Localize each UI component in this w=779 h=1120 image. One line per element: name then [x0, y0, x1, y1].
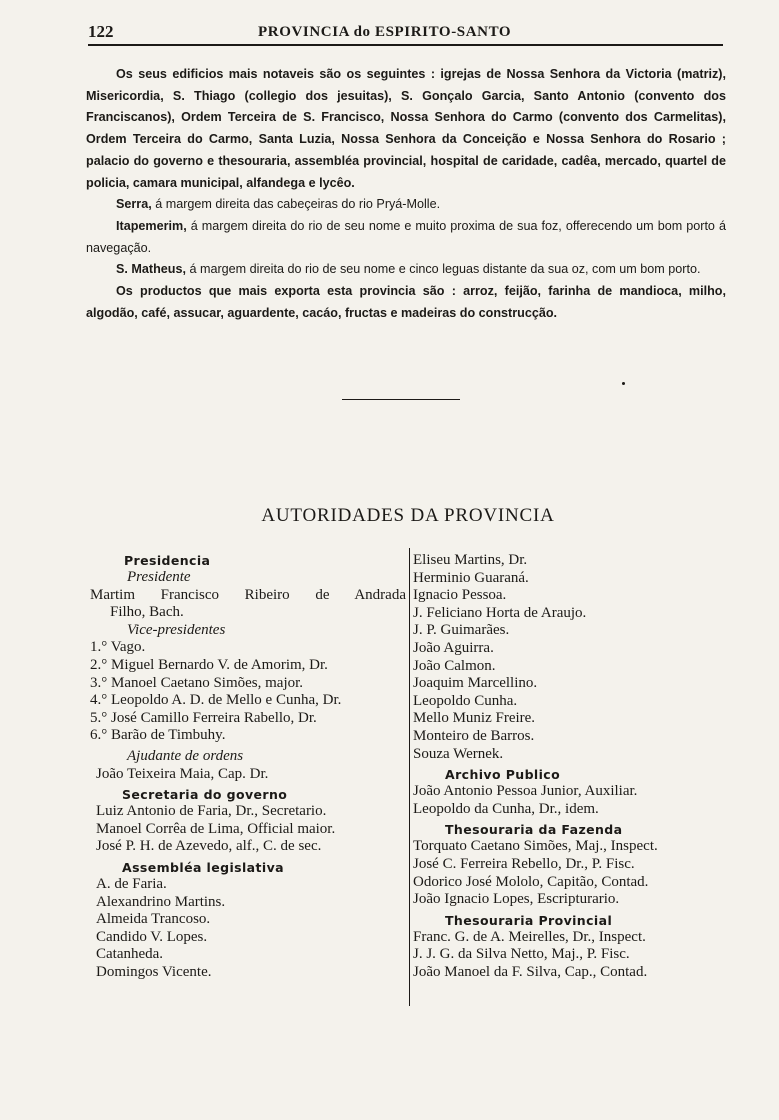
list-item: Leopoldo Cunha.: [413, 692, 518, 709]
right-column: [413, 552, 730, 981]
page-number: 122: [88, 22, 114, 41]
paragraph-serra: Serra, á margem direita das cabeçeiras do rio Pryá-Molle.: [116, 197, 441, 212]
list-item: J. J. G. da Silva Netto, Maj., P. Fisc.: [413, 946, 630, 963]
left-column: [90, 552, 406, 981]
list-item: Candido V. Lopes.: [96, 928, 208, 945]
list-item: Manoel Corrêa de Lima, Official maior.: [96, 820, 336, 837]
list-item: João Manoel da F. Silva, Cap., Contad.: [413, 963, 648, 980]
list-item: Torquato Caetano Simões, Maj., Inspect.: [413, 838, 658, 855]
heading-presidencia: Presidencia: [124, 553, 211, 568]
list-item: João Calmon.: [413, 657, 496, 674]
list-item: José C. Ferreira Rebello, Dr., P. Fisc.: [413, 855, 635, 872]
list-item: Catanheda.: [96, 946, 164, 963]
list-item: Herminio Guaraná.: [413, 569, 529, 586]
ink-dot: [622, 382, 625, 385]
intro-text: [86, 64, 726, 324]
heading-archivo: Archivo Publico: [445, 767, 561, 783]
list-item: Luiz Antonio de Faria, Dr., Secretario.: [96, 803, 327, 820]
list-item: Odorico José Mololo, Capitão, Contad.: [413, 873, 649, 890]
list-item: Mello Muniz Freire.: [413, 710, 536, 727]
list-item: Domingos Vicente.: [96, 963, 212, 980]
list-item: A. de Faria.: [96, 875, 167, 892]
list-item: 3.° Manoel Caetano Simões, major.: [90, 674, 304, 691]
list-item: Joaquim Marcellino.: [413, 675, 538, 692]
list-item: João Aguirra.: [413, 639, 494, 656]
section-title: AUTORIDADES DA PROVINCIA: [261, 505, 555, 526]
page-header: [88, 22, 723, 46]
heading-thesouraria-fazenda: Thesouraria da Fazenda: [445, 822, 623, 838]
list-item: João Antonio Pessoa Junior, Auxiliar.: [413, 783, 638, 800]
paragraph-productos: Os productos que mais exporta esta provincia são : arroz, feijão, farinha de mandioca, milho, algodão, café, assucar, aguardente, cacáo, fructas e madeiras do construcção.: [86, 284, 726, 320]
list-item: João Ignacio Lopes, Escripturario.: [413, 891, 620, 908]
list-item: Eliseu Martins, Dr.: [413, 552, 528, 568]
list-item: Ignacio Pessoa.: [413, 587, 507, 604]
heading-thesouraria-provincial: Thesouraria Provincial: [445, 912, 613, 928]
list-item: Souza Wernek.: [413, 745, 504, 762]
list-item: 1.° Vago.: [90, 639, 146, 656]
list-item: 6.° Barão de Timbuhy.: [90, 727, 226, 744]
list-item: 5.° José Camillo Ferreira Rabello, Dr.: [90, 709, 317, 726]
list-item: Franc. G. de A. Meirelles, Dr., Inspect.: [413, 928, 646, 945]
list-item: João Teixeira Maia, Cap. Dr.: [96, 765, 269, 782]
paragraph-sao-matheus: S. Matheus, á margem direita do rio de seu nome e cinco leguas distante da sua oz, com um bom porto.: [116, 262, 701, 277]
list-item: J. P. Guimarães.: [413, 622, 510, 639]
list-item: Alexandrino Martins.: [96, 893, 226, 910]
list-item: J. Feliciano Horta de Araujo.: [413, 604, 587, 621]
paragraph-edificios: Os seus edificios mais notaveis são os seguintes : igrejas de Nossa Senhora da Victoria (matriz), Misericordia, S. Thiago (collegio dos jesuitas), S. Gonçalo Garcia, Santo Antonio (convento dos Franciscanos), Ordem Terceira de S. Francisco, Nossa Senhora do Carmo (convento dos Carmelitas), Ordem Terceira do Carmo, Santa Luzia, Nossa Senhora da Conceição e Nossa Senhora do Rosario ; palacio do governo e thesouraria, assembléa provincial, hospital de caridade, cadêa, mercado, quartel de policia, camara municipal, alfandega e lycêo.: [86, 67, 726, 190]
column-divider: [409, 548, 410, 1006]
presidente-line-2: Filho, Bach.: [110, 604, 184, 621]
sub-vice-presidentes: Vice-presidentes: [127, 621, 226, 638]
list-item: José P. H. de Azevedo, alf., C. de sec.: [96, 838, 322, 855]
list-item: 2.° Miguel Bernardo V. de Amorim, Dr.: [90, 656, 328, 673]
paragraph-itapemerim: Itapemerim, á margem direita do rio de seu nome e muito proxima de sua foz, offerecendo um bom porto á navegação.: [86, 218, 726, 255]
section-rule: [342, 399, 460, 400]
heading-assembleia: Assembléa legislativa: [122, 859, 284, 875]
running-title: PROVINCIA do ESPIRITO-SANTO: [258, 24, 512, 40]
heading-secretaria: Secretaria do governo: [122, 787, 288, 803]
presidente-line-1: Martim Francisco Ribeiro de Andrada: [90, 586, 406, 603]
sub-presidente: Presidente: [127, 569, 191, 585]
sub-ajudante: Ajudante de ordens: [127, 747, 244, 764]
list-item: 4.° Leopoldo A. D. de Mello e Cunha, Dr.: [90, 692, 342, 709]
list-item: Leopoldo da Cunha, Dr., idem.: [413, 800, 599, 817]
list-item: Monteiro de Barros.: [413, 727, 535, 744]
list-item: Almeida Trancoso.: [96, 911, 211, 928]
